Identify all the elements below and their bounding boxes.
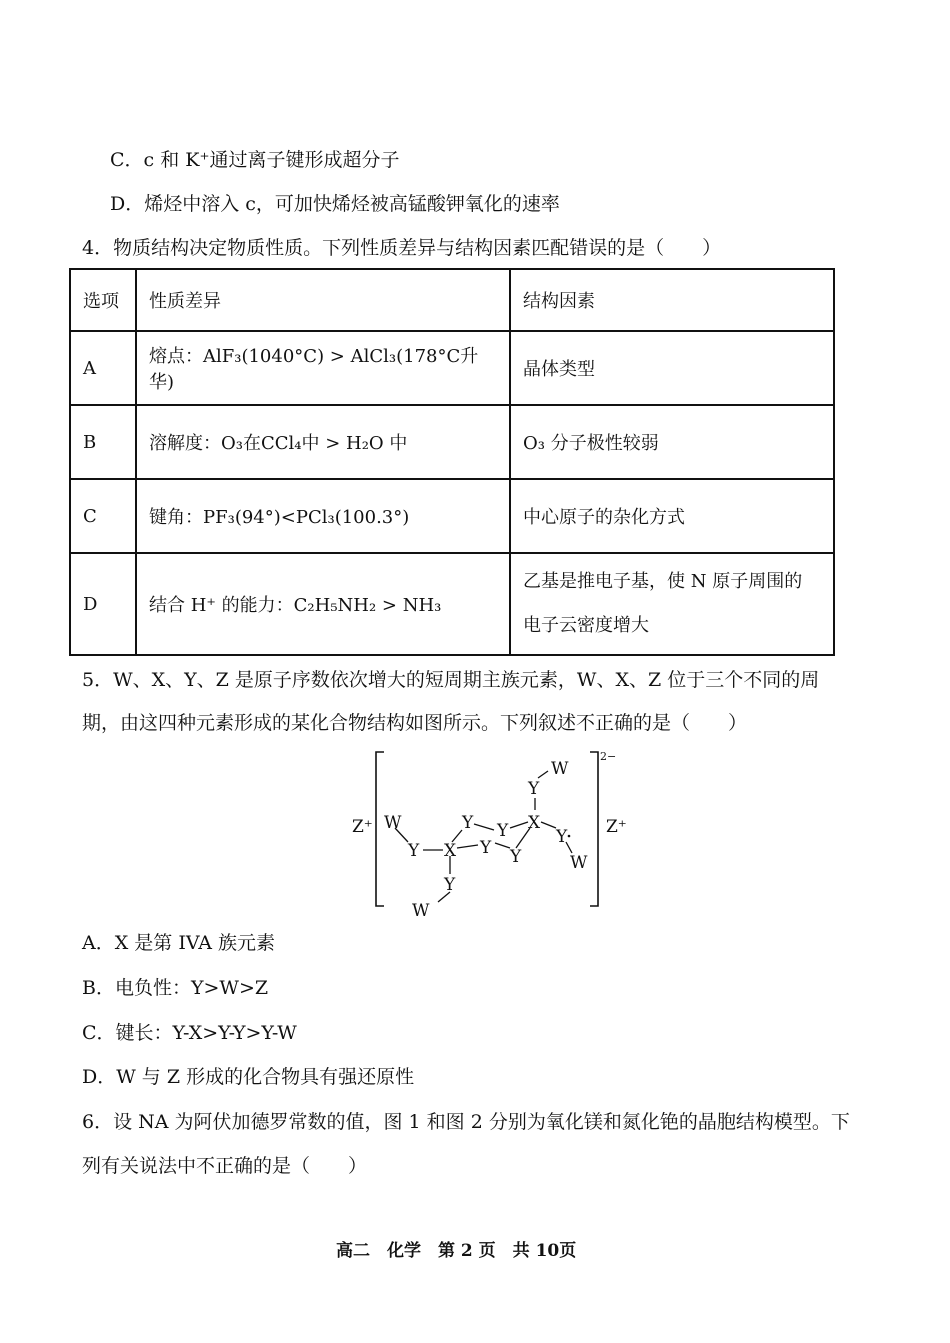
row-property: 溶解度：O₃在CCl₄中 > H₂O 中: [136, 405, 510, 479]
table-header-row: [70, 269, 834, 331]
q5-structure-figure: [340, 750, 640, 920]
table-row: [70, 479, 834, 553]
q3-option-d: D．烯烃中溶入 c，可加快烯烃被高锰酸钾氧化的速率: [110, 193, 560, 215]
left-bracket: [376, 752, 384, 906]
right-bracket: [590, 752, 598, 906]
q4-stem: 4．物质结构决定物质性质。下列性质差异与结构因素匹配错误的是（ ）: [82, 237, 722, 259]
table-row: [70, 405, 834, 479]
atom-w: W: [570, 853, 588, 873]
row-option: A: [70, 331, 136, 405]
row-factor-line1: 乙基是推电子基，使 N 原子周围的: [523, 571, 803, 592]
q5-option-b: B．电负性：Y>W>Z: [82, 977, 269, 999]
atom-y: Y: [480, 838, 492, 858]
atom-w: W: [384, 813, 402, 833]
header-factor: 结构因素: [510, 269, 834, 331]
atom-x: X: [444, 841, 457, 861]
dot-mark: [568, 835, 571, 838]
q6-stem-line2: 列有关说法中不正确的是（ ）: [82, 1155, 368, 1177]
atom-y: Y: [510, 847, 522, 867]
atom-x: X: [528, 813, 541, 833]
cation-right: Z⁺: [606, 817, 627, 837]
row-option: D: [70, 553, 136, 655]
atom-y: Y: [528, 779, 540, 799]
q5-option-c: C．键长：Y-X>Y-Y>Y-W: [82, 1022, 297, 1044]
bonds: [395, 771, 572, 902]
row-property: 熔点：AlF₃(1040°C) > AlCl₃(178°C升华): [136, 331, 510, 405]
q4-table: [69, 268, 835, 656]
cation-left: Z⁺: [352, 817, 373, 837]
row-property: 结合 H⁺ 的能力：C₂H₅NH₂ > NH₃: [136, 553, 510, 655]
row-factor: 晶体类型: [510, 331, 834, 405]
atom-y: Y: [408, 841, 420, 861]
table-row: [70, 553, 834, 655]
atom-w: W: [412, 901, 430, 920]
q6-stem-line1: 6．设 NA 为阿伏加德罗常数的值，图 1 和图 2 分别为氧化镁和氮化铯的晶胞结构模型。下: [82, 1111, 850, 1133]
atom-y: Y: [497, 821, 509, 841]
row-option: C: [70, 479, 136, 553]
row-factor: 中心原子的杂化方式: [510, 479, 834, 553]
q5-stem-line2: 期，由这四种元素形成的某化合物结构如图所示。下列叙述不正确的是（ ）: [82, 712, 748, 734]
charge-label: 2−: [600, 750, 617, 763]
q5-option-d: D．W 与 Z 形成的化合物具有强还原性: [82, 1066, 415, 1088]
atom-y: Y: [556, 827, 568, 847]
q5-option-a: A．X 是第 IVA 族元素: [82, 932, 276, 954]
row-factor-line2: 电子云密度增大: [523, 615, 649, 636]
atom-y: Y: [462, 813, 474, 833]
table-row: [70, 331, 834, 405]
row-factor: [510, 553, 834, 655]
row-factor: O₃ 分子极性较弱: [510, 405, 834, 479]
header-property: 性质差异: [136, 269, 510, 331]
page-footer: 高二 化学 第 2 页 共 10页: [336, 1241, 577, 1261]
q5-stem-line1: 5．W、X、Y、Z 是原子序数依次增大的短周期主族元素，W、X、Z 位于三个不同的周: [82, 669, 820, 691]
header-option: 选项: [70, 269, 136, 331]
row-option: B: [70, 405, 136, 479]
atom-w: W: [551, 759, 569, 779]
atom-y: Y: [444, 875, 456, 895]
q3-option-c: C．c 和 K⁺通过离子键形成超分子: [110, 149, 400, 171]
row-property: 键角：PF₃(94°)<PCl₃(100.3°): [136, 479, 510, 553]
